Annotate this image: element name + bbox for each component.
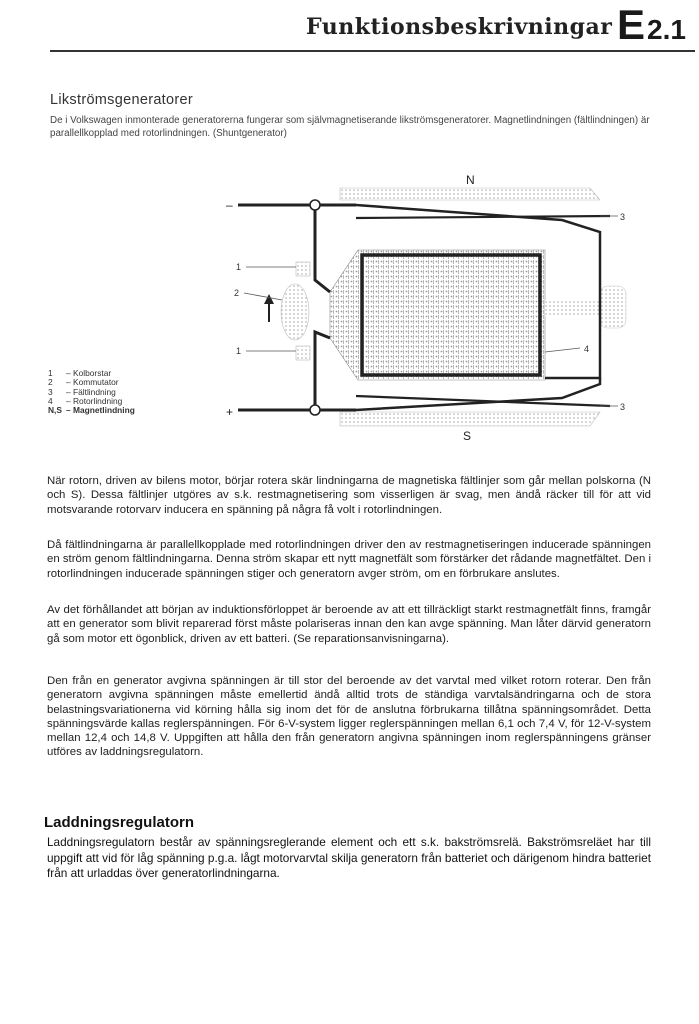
section-heading-generators: Likströmsgeneratorer [50,92,193,108]
rotor-winding [362,255,540,375]
brush-top [296,262,310,276]
pole-north [340,188,600,200]
legend-item: N,S – Magnetlindning [48,405,135,416]
label-minus: – [226,198,233,212]
callout-2: 2 [234,288,240,298]
label-south: S [463,429,472,443]
brush-bottom [296,346,310,360]
legend-item: 1 – Kolborstar [48,368,112,378]
legend-item: 2 – Kommutator [48,377,119,388]
callout-1-bottom: 1 [236,346,242,356]
section-letter: E [617,1,646,48]
callout-3-top: 3 [620,212,626,222]
callout-4: 4 [584,344,590,354]
page-header-title: Funktionsbeskrivningar [306,14,613,40]
label-plus: + [226,405,234,419]
commutator [281,284,309,340]
label-north: N [466,173,475,187]
section-heading-regulator: Laddningsregulatorn [44,814,194,831]
paragraph-polarize: Av det förhållandet att början av induktionsförloppet är beroende av att ett tillräckligt starkt restmagnetfält finns, framgår att en generator som blivit reparerad först måste polariseras innan den kan avge spänning. Man låter därvid generatorn gå som motor ett ögonblick, driven av ett batteri. (Se reparationsanvisningarna). [47,604,651,645]
section-number [617,1,686,48]
callout-3-bottom: 3 [620,402,626,412]
paragraph-regulator: Laddningsregulatorn består av spänningsreglerande element och ett s.k. bakströmsrelä. Bakströmsreläet har till uppgift att vid för låg spänning p.g.a. lågt motorvarvtal skilja generatorn från batteriet och därigenom hindra batteriet från att urladdas över generatorlindningarna. [47,835,651,880]
intro-paragraph: De i Volkswagen inmonterade generatorerna fungerar som självmagnetiserande likströmsgeneratorer. Magnetlindningen (fältlindningen) är parallellkopplad med rotorlindningen. (Shuntgenerator) [50,115,650,139]
paragraph-parallel: Då fältlindningarna är parallellkopplade med rotorlindningen driver den av restmagnetiseringen inducerade spänningen en ström genom fältlindningarna. Denna ström skapar ett nytt magnetfält som förstärker det rådande magnetfältet. Den i rotorlindningen inducerade spänningen stiger och generatorn avger ström, om en förbrukare anslutes. [47,539,652,580]
section-subnumber: 2.1 [647,14,686,45]
diagram-legend [48,369,135,415]
paragraph-voltage: Den från en generator avgivna spänningen är till stor del beroende av det varvtal med vilket rotorn roterar. Den från generatorn avgivna spänningen måste emellertid ändå alltid trots de ständiga varvtalsändringarna och de stora belastningsvariationerna vid körning hålla sig inom det för de anslutna förbrukarna tillåtna spänningsområdet. Detta spänningsvärde kallas reglerspänningen. För 6-V-system ligger reglerspänningen mellan 6,1 och 7,4 V, för 12-V-system mellan 12,4 och 14,8 V. Uppgiften att hålla den från generatorn angivna spänningen inom reglerspänningens gränser utföres av laddningsregulatorn. [47,675,651,759]
legend-item: 3 – Fältlindning [48,386,116,397]
legend-item: 4 – Rotorlindning [48,395,123,406]
pole-south [340,412,600,426]
paragraph-rotation: När rotorn, driven av bilens motor, börjar rotera skär lindningarna de magnetiska fältlinjer som går mellan polskorna (N och S). Dessa fältlinjer utgöres av s.k. restmagnetisering som visserligen är svag, men ändå räcker till för att vid motsvarande rotorvarv inducera en spänning på några få volt i rotorlindningen. [47,475,651,516]
header-rule [50,50,695,52]
callout-1-top: 1 [236,262,242,272]
